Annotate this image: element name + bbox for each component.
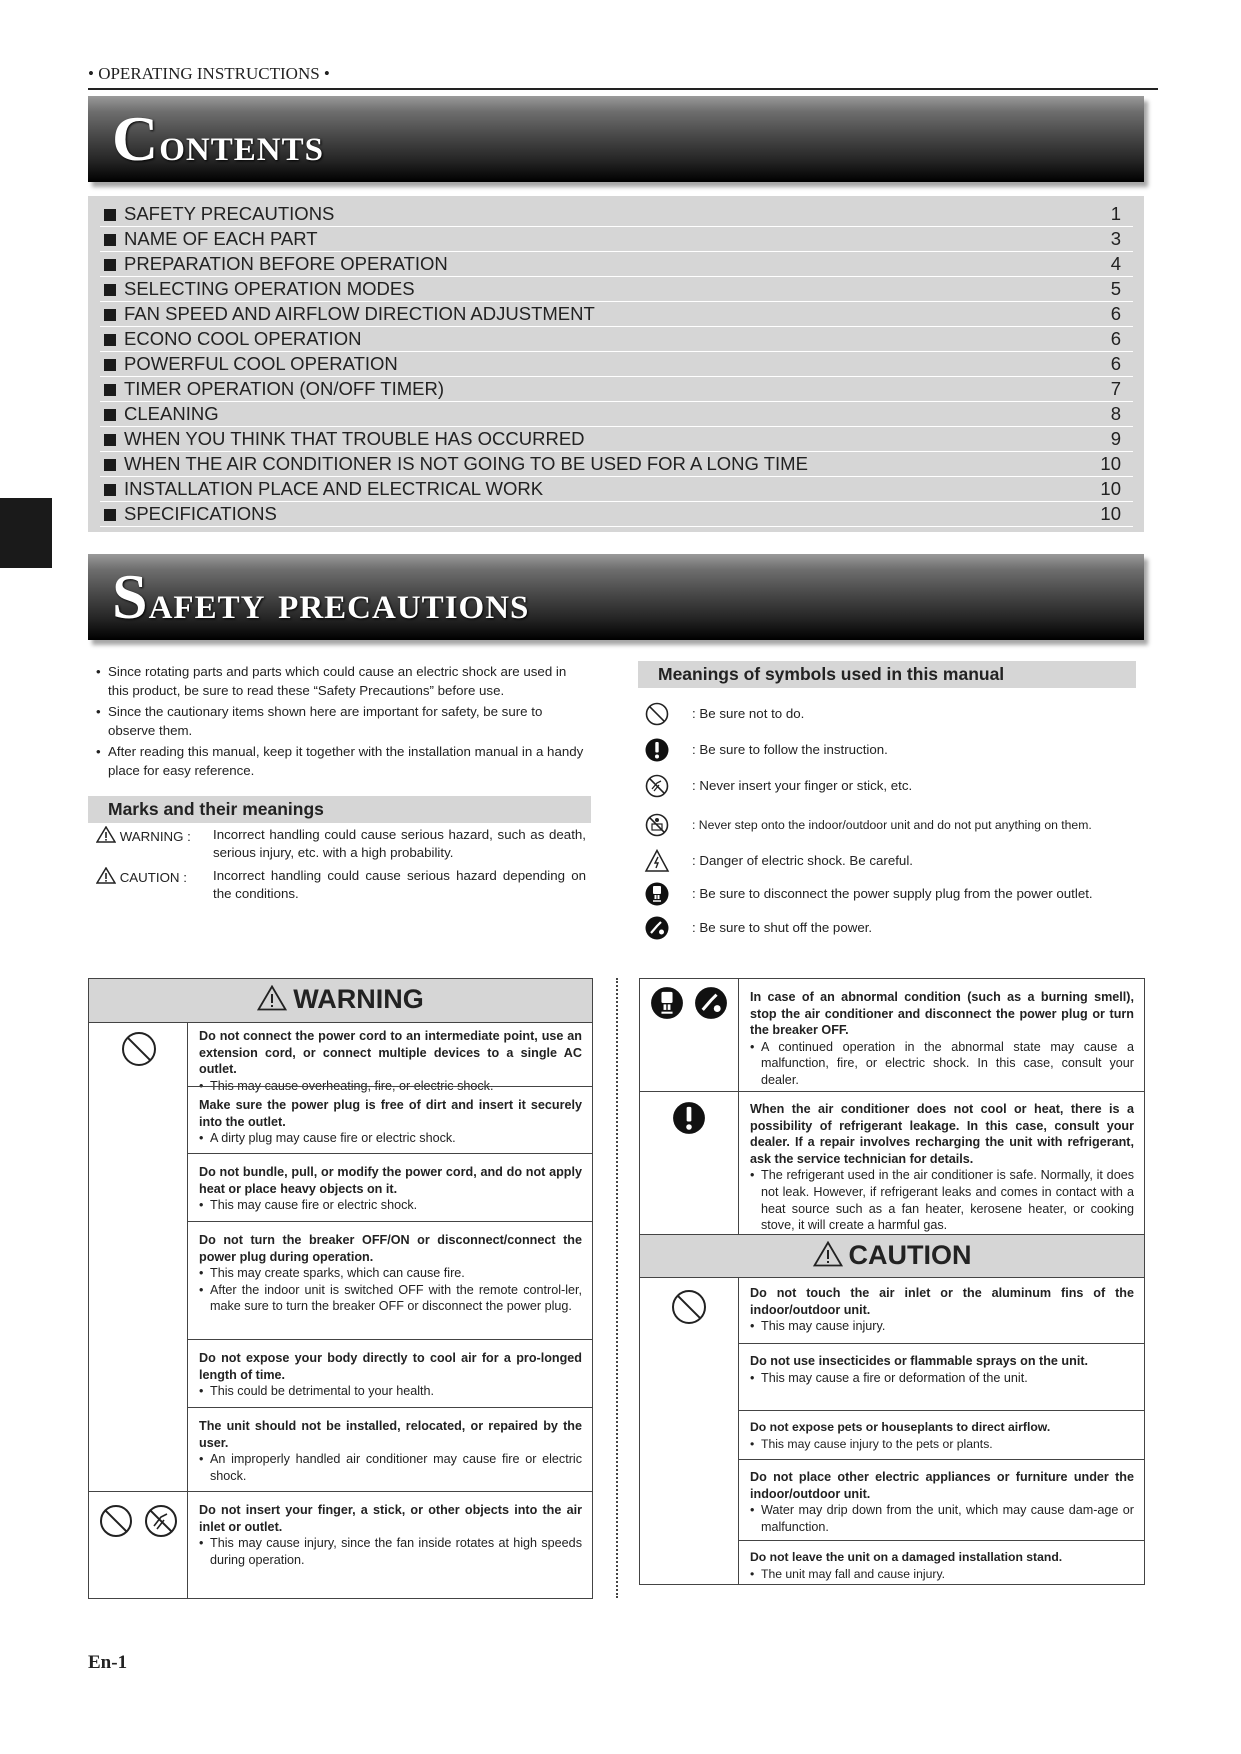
column-divider xyxy=(616,978,618,1598)
toc-page: 6 xyxy=(1110,328,1121,349)
toc-label: ECONO COOL OPERATION xyxy=(124,328,362,349)
toc-label: SPECIFICATIONS xyxy=(124,503,277,524)
toc-page: 1 xyxy=(1110,203,1121,224)
warning-item xyxy=(188,1086,592,1153)
square-bullet-icon xyxy=(104,459,116,471)
toc-page: 10 xyxy=(1100,503,1121,524)
warning-item xyxy=(188,1339,592,1407)
caution-label-text: CAUTION : xyxy=(119,870,187,885)
warning-triangle-icon xyxy=(257,985,287,1011)
square-bullet-icon xyxy=(104,284,116,296)
caution-item-text: Do not place other electric appliances or furniture under the indoor/outdoor unit. • Water may drip down from the unit, which may cause dam-age or malfunction. xyxy=(750,1469,1134,1535)
safety-title: Safety precautions xyxy=(112,561,530,632)
symbols-heading: Meanings of symbols used in this manual xyxy=(638,661,1136,688)
caution-mark-label xyxy=(96,867,206,887)
toc-item[interactable] xyxy=(100,202,1133,227)
page-number: En-1 xyxy=(88,1652,128,1673)
square-bullet-icon xyxy=(104,484,116,496)
prohibition-icon xyxy=(120,1030,158,1068)
toc-label: SELECTING OPERATION MODES xyxy=(124,278,415,299)
toc-item[interactable] xyxy=(100,327,1133,352)
toc-item[interactable] xyxy=(100,227,1133,252)
unplug-icon xyxy=(649,985,685,1021)
warning-icon-column xyxy=(640,979,739,1091)
header-rule xyxy=(88,88,1158,90)
prohibition-icon xyxy=(98,1503,134,1539)
caution-item-text: Do not expose pets or houseplants to direct airflow. • This may cause injury to the pets or plants. xyxy=(750,1419,1134,1452)
toc-label: POWERFUL COOL OPERATION xyxy=(124,353,398,374)
symbol-text: : Never insert your finger or stick, etc. xyxy=(692,778,913,793)
power-off-icon xyxy=(644,915,670,941)
caution-header xyxy=(640,1234,1144,1277)
warning-label-text: WARNING : xyxy=(119,829,191,844)
toc-item[interactable] xyxy=(100,402,1133,427)
mandatory-icon xyxy=(671,1100,707,1136)
contents-banner xyxy=(88,96,1144,182)
caution-item xyxy=(739,1343,1144,1410)
table-of-contents xyxy=(88,196,1144,532)
warning-item-text: Do not insert your finger, a stick, or other objects into the air inlet or outlet. • This may cause injury, since the fan inside rotates at high speeds during operation. xyxy=(199,1502,582,1568)
no-step-icon xyxy=(644,812,670,838)
toc-item[interactable] xyxy=(100,277,1133,302)
caution-item xyxy=(739,1540,1144,1584)
symbol-text: : Be sure to shut off the power. xyxy=(692,920,873,935)
toc-item[interactable] xyxy=(100,377,1133,402)
warning-icon-column xyxy=(640,1092,739,1234)
toc-label: WHEN YOU THINK THAT TROUBLE HAS OCCURRED xyxy=(124,428,585,449)
warning-title: WARNING xyxy=(293,984,424,1014)
toc-page: 10 xyxy=(1100,478,1121,499)
contents-title: Contents xyxy=(112,103,324,174)
caution-title: CAUTION xyxy=(848,1240,972,1270)
prohibition-icon xyxy=(670,1288,708,1326)
warning-panel xyxy=(88,978,593,1599)
square-bullet-icon xyxy=(104,209,116,221)
toc-page: 10 xyxy=(1100,453,1121,474)
toc-page: 3 xyxy=(1110,228,1121,249)
prohibition-icon xyxy=(644,701,670,727)
warning-icon-column xyxy=(89,1023,188,1566)
caution-meaning: Incorrect handling could cause serious hazard depending on the conditions. xyxy=(213,868,586,901)
warning-item-text: Do not bundle, pull, or modify the power cord, and do not apply heat or place heavy objects on it. • This may cause fire or electric shock. xyxy=(199,1164,582,1214)
toc-label: NAME OF EACH PART xyxy=(124,228,318,249)
toc-label: SAFETY PRECAUTIONS xyxy=(124,203,335,224)
unplug-icon xyxy=(644,881,670,907)
warning-meaning: Incorrect handling could cause serious hazard, such as death, serious injury, etc. with a high probability. xyxy=(213,827,586,860)
no-finger-insert-icon xyxy=(644,773,670,799)
warning-item-text: Do not expose your body directly to cool air for a pro-longed length of time. • This could be detrimental to your health. xyxy=(199,1350,582,1400)
square-bullet-icon xyxy=(104,359,116,371)
warning-item xyxy=(640,979,1144,1091)
toc-page: 6 xyxy=(1110,353,1121,374)
warning-mark-label xyxy=(96,826,206,846)
caution-item xyxy=(739,1410,1144,1459)
square-bullet-icon xyxy=(104,409,116,421)
caution-item-text: Do not leave the unit on a damaged installation stand. • The unit may fall and cause injury. xyxy=(750,1549,1134,1582)
square-bullet-icon xyxy=(104,259,116,271)
warning-item xyxy=(188,1022,592,1093)
warning-header xyxy=(89,979,592,1022)
symbol-text: : Danger of electric shock. Be careful. xyxy=(692,853,913,868)
warning-item xyxy=(188,1153,592,1221)
square-bullet-icon xyxy=(104,309,116,321)
caution-triangle-icon xyxy=(96,867,116,884)
toc-item[interactable] xyxy=(100,302,1133,327)
marks-heading: Marks and their meanings xyxy=(88,796,591,823)
section-label: • OPERATING INSTRUCTIONS • xyxy=(88,64,330,83)
toc-page: 4 xyxy=(1110,253,1121,274)
toc-label: FAN SPEED AND AIRFLOW DIRECTION ADJUSTMENT xyxy=(124,303,595,324)
warning-item-text: In case of an abnormal condition (such as a burning smell), stop the air conditioner and disconnect the power plug or turn the breaker OFF. • A continued operation in the abnormal state may cause a malfunction, fire, or electric shock. In this case, consult your dealer. xyxy=(750,989,1134,1089)
toc-label: TIMER OPERATION (ON/OFF TIMER) xyxy=(124,378,444,399)
right-safety-panel xyxy=(639,978,1145,1585)
toc-item[interactable] xyxy=(100,352,1133,377)
intro-item: • Since rotating parts and parts which could cause an electric shock are used in this product, be sure to read these “Safety Precautions” before use. xyxy=(96,663,586,700)
intro-item: • After reading this manual, keep it together with the installation manual in a handy place for easy reference. xyxy=(96,743,586,780)
warning-item-text: The unit should not be installed, relocated, or repaired by the user. • An improperly handled air conditioner may cause fire or electric shock. xyxy=(199,1418,582,1484)
toc-label: CLEANING xyxy=(124,403,219,424)
intro-list xyxy=(96,663,586,783)
square-bullet-icon xyxy=(104,509,116,521)
electric-shock-icon xyxy=(644,848,670,874)
symbol-text: : Be sure to disconnect the power supply plug from the power outlet. xyxy=(692,886,1093,901)
symbol-text: : Be sure not to do. xyxy=(692,706,805,721)
warning-icon-column xyxy=(89,1492,188,1598)
mandatory-icon xyxy=(644,737,670,763)
caution-item xyxy=(739,1277,1144,1343)
symbol-text: : Be sure to follow the instruction. xyxy=(692,742,888,757)
warning-item-text: Do not turn the breaker OFF/ON or disconnect/connect the power plug during operation. • This may create sparks, which can cause fire. • After the indoor unit is switched OFF with the remote control-ler, make sure to turn the breaker OFF or disconnect the power plug. xyxy=(199,1232,582,1315)
warning-item-text: When the air conditioner does not cool or heat, there is a possibility of refrigerant leakage. In this case, consult your dealer. If a repair involves recharging the unit with refrigerant, ask the service technician for details. • The refrigerant used in the air conditioner is safe. Normally, it does not leak. However, if refrigerant leaks and comes in contact with a heat source such as a fan heater, kerosene heater, or cooking stove, it will create a harmful gas. xyxy=(750,1101,1134,1234)
toc-page: 8 xyxy=(1110,403,1121,424)
toc-item[interactable] xyxy=(100,477,1133,502)
square-bullet-icon xyxy=(104,434,116,446)
toc-label: INSTALLATION PLACE AND ELECTRICAL WORK xyxy=(124,478,544,499)
square-bullet-icon xyxy=(104,234,116,246)
toc-page: 6 xyxy=(1110,303,1121,324)
caution-icon-column xyxy=(640,1278,739,1585)
safety-banner xyxy=(88,554,1144,640)
intro-item: • Since the cautionary items shown here are important for safety, be sure to observe them. xyxy=(96,703,586,740)
power-off-icon xyxy=(693,985,729,1021)
toc-page: 9 xyxy=(1110,428,1121,449)
square-bullet-icon xyxy=(104,384,116,396)
warning-item-text: Make sure the power plug is free of dirt and insert it securely into the outlet. • A dirty plug may cause fire or electric shock. xyxy=(199,1097,582,1147)
warning-item xyxy=(640,1091,1144,1234)
warning-triangle-icon xyxy=(96,826,116,843)
caution-item xyxy=(739,1459,1144,1540)
caution-triangle-icon xyxy=(813,1241,843,1267)
symbol-text: : Never step onto the indoor/outdoor unit and do not put anything on them. xyxy=(692,818,1092,832)
warning-item-text: Do not connect the power cord to an intermediate point, use an extension cord, or connect multiple devices to a single AC outlet. • This may cause overheating, fire, or electric shock. xyxy=(199,1028,582,1094)
toc-item[interactable] xyxy=(100,427,1133,452)
side-thumb-tab xyxy=(0,498,52,568)
toc-page: 5 xyxy=(1110,278,1121,299)
square-bullet-icon xyxy=(104,334,116,346)
warning-item xyxy=(188,1407,592,1491)
no-finger-insert-icon xyxy=(143,1503,179,1539)
toc-item[interactable] xyxy=(100,452,1133,477)
toc-item[interactable] xyxy=(100,502,1133,527)
warning-item xyxy=(188,1221,592,1339)
toc-label: WHEN THE AIR CONDITIONER IS NOT GOING TO BE USED FOR A LONG TIME xyxy=(124,453,808,474)
warning-item xyxy=(89,1491,592,1598)
toc-label: PREPARATION BEFORE OPERATION xyxy=(124,253,448,274)
caution-item-text: Do not touch the air inlet or the aluminum fins of the indoor/outdoor unit. • This may cause injury. xyxy=(750,1285,1134,1335)
toc-page: 7 xyxy=(1110,378,1121,399)
toc-item[interactable] xyxy=(100,252,1133,277)
caution-item-text: Do not use insecticides or flammable sprays on the unit. • This may cause a fire or deformation of the unit. xyxy=(750,1353,1134,1386)
